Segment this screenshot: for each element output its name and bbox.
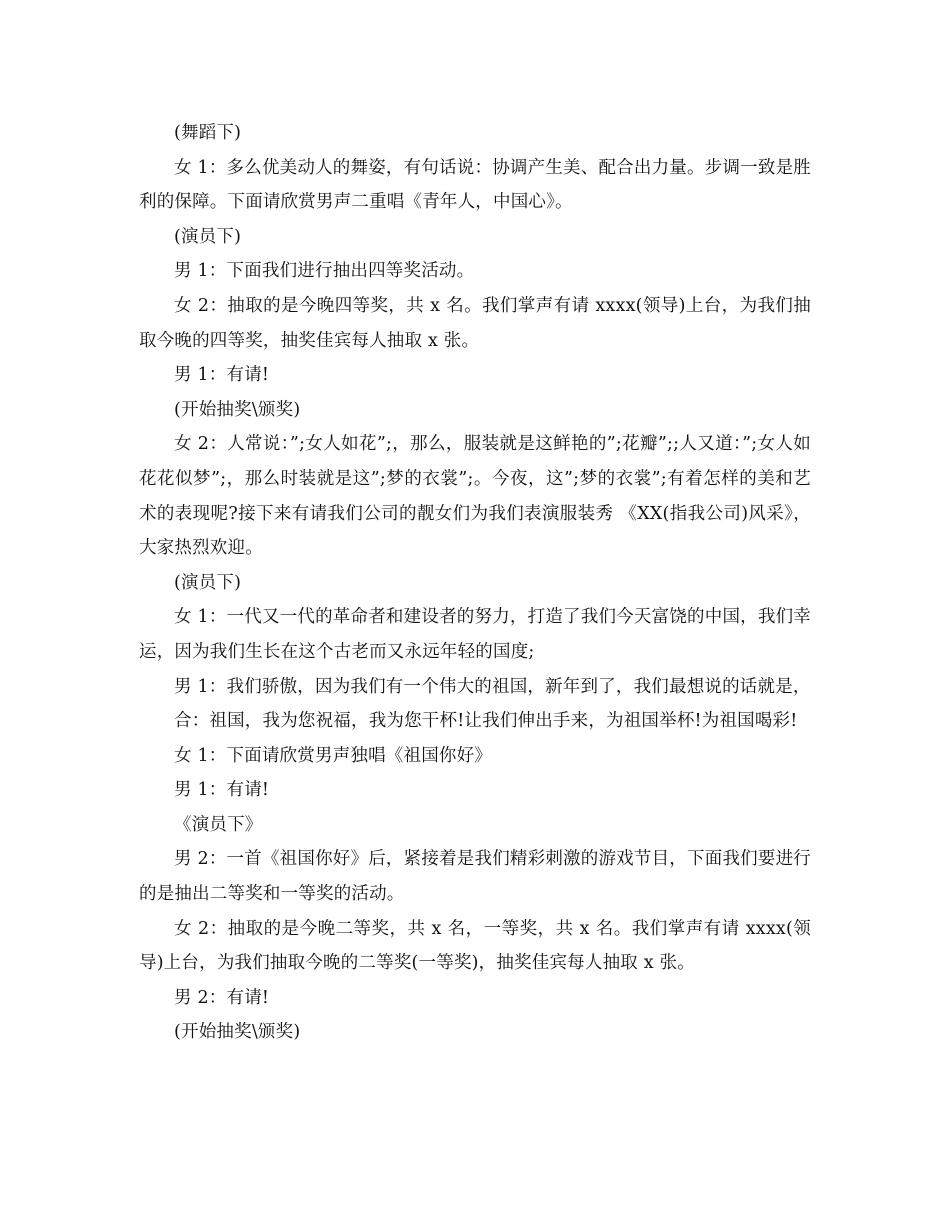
paragraph: 女 2：抽取的是今晚二等奖，共 x 名，一等奖，共 x 名。我们掌声有请 xxxx(领导)上台，为我们抽取今晚的二等奖(一等奖)，抽奖佳宾每人抽取 x 张。 (139, 918, 811, 974)
paragraph: 男 1：有请! (174, 780, 270, 801)
paragraph: 合：祖国，我为您祝福，我为您干杯!让我们伸出手来，为祖国举杯!为祖国喝彩! (174, 711, 798, 732)
paragraph: 女 1：下面请欣赏男声独唱《祖国你好》 (174, 745, 492, 766)
paragraph: (演员下) (174, 572, 242, 593)
paragraph: 男 1：有请! (174, 365, 270, 386)
paragraph: 女 1：一代又一代的革命者和建设者的努力，打造了我们今天富饶的中国，我们幸运，因为我们生长在这个古老而又永远年轻的国度; (139, 607, 811, 662)
paragraph: 男 1：我们骄傲，因为我们有一个伟大的祖国，新年到了，我们最想说的话就是， (174, 676, 811, 697)
paragraph: 《演员下》 (174, 814, 263, 835)
paragraph: 男 2：一首《祖国你好》后，紧接着是我们精彩刺激的游戏节目，下面我们要进行的是抽出二等奖和一等奖的活动。 (139, 849, 811, 905)
paragraph: 女 1：多么优美动人的舞姿，有句话说：协调产生美、配合出力量。步调一致是胜利的保障。下面请欣赏男声二重唱《青年人，中国心》。 (139, 157, 811, 213)
document-page (139, 116, 811, 1050)
paragraph: (舞蹈下) (174, 123, 242, 143)
paragraph: 女 2：人常说：”;女人如花”;，那么，服装就是这鲜艳的”;花瓣”;;人又道：”;女人如花花似梦”;，那么时装就是这”;梦的衣裳”;。今夜，这”;梦的衣裳”;有着怎样的美和艺术的表现呢?接下来有请我们公司的靓女们为我们表演服装秀 《XX(指我公司)风采》，大家热烈欢迎。 (139, 434, 811, 559)
paragraph: 男 2：有请! (174, 987, 270, 1008)
paragraph: 女 2：抽取的是今晚四等奖，共 x 名。我们掌声有请 xxxx(领导)上台，为我们抽取今晚的四等奖，抽奖佳宾每人抽取 x 张。 (139, 295, 811, 351)
paragraph: (开始抽奖\颁奖) (174, 399, 301, 420)
paragraph: (演员下) (174, 226, 242, 247)
paragraph: (开始抽奖\颁奖) (174, 1022, 301, 1043)
paragraph: 男 1：下面我们进行抽出四等奖活动。 (174, 261, 475, 282)
